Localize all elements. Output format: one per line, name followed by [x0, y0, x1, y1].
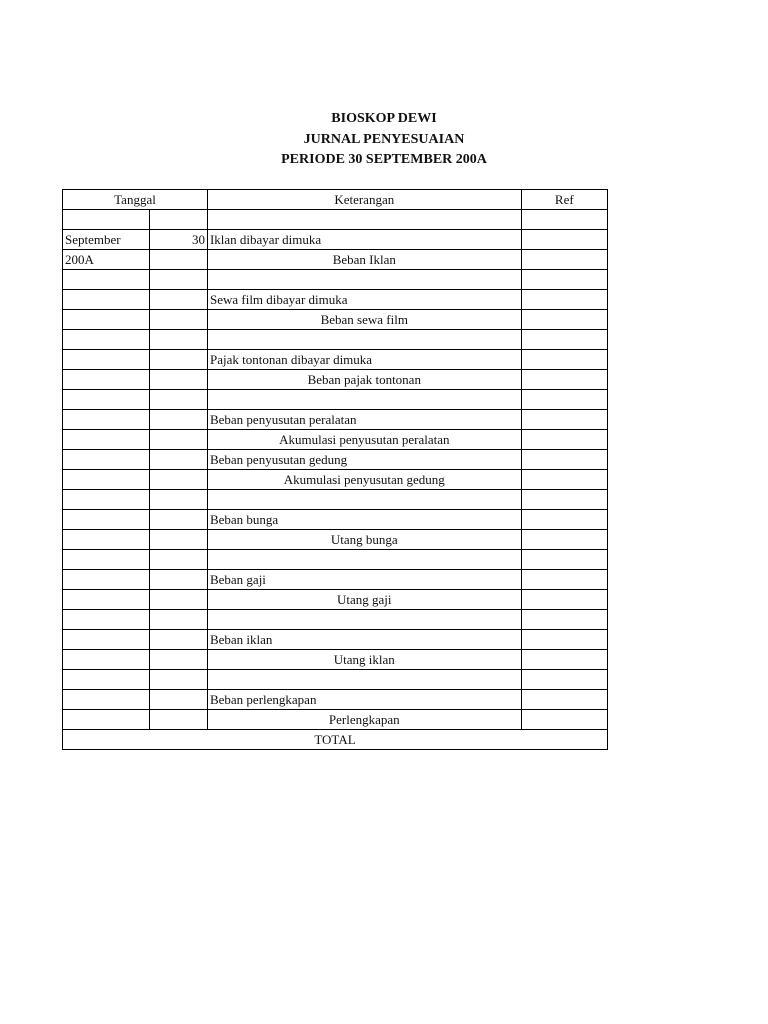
date-day-cell	[150, 390, 208, 410]
ref-cell	[521, 250, 607, 270]
date-month-cell	[63, 710, 150, 730]
header-tanggal: Tanggal	[63, 190, 208, 210]
date-day-cell	[150, 530, 208, 550]
ref-cell	[521, 570, 607, 590]
table-row	[63, 310, 608, 330]
date-month-cell: 200A	[63, 250, 150, 270]
date-month-cell	[63, 550, 150, 570]
date-day-cell	[150, 510, 208, 530]
table-row	[63, 250, 608, 270]
ref-cell	[521, 450, 607, 470]
table-row	[63, 350, 608, 370]
journal-rows	[63, 210, 608, 730]
date-day-cell	[150, 270, 208, 290]
date-month-cell	[63, 330, 150, 350]
description-cell: Akumulasi penyusutan peralatan	[207, 430, 521, 450]
table-row	[63, 290, 608, 310]
description-cell	[207, 270, 521, 290]
description-cell: Beban bunga	[207, 510, 521, 530]
date-day-cell	[150, 410, 208, 430]
date-month-cell	[63, 430, 150, 450]
date-month-cell	[63, 570, 150, 590]
date-month-cell	[63, 590, 150, 610]
description-cell: Beban gaji	[207, 570, 521, 590]
journal-table	[62, 189, 608, 750]
date-day-cell	[150, 570, 208, 590]
ref-cell	[521, 330, 607, 350]
date-month-cell	[63, 690, 150, 710]
header-row	[63, 190, 608, 210]
table-row	[63, 270, 608, 290]
table-row	[63, 370, 608, 390]
date-day-cell	[150, 710, 208, 730]
date-month-cell	[63, 670, 150, 690]
date-day-cell	[150, 250, 208, 270]
table-row	[63, 570, 608, 590]
date-month-cell	[63, 470, 150, 490]
ref-cell	[521, 490, 607, 510]
date-day-cell	[150, 610, 208, 630]
date-day-cell	[150, 690, 208, 710]
description-cell: Beban iklan	[207, 630, 521, 650]
ref-cell	[521, 630, 607, 650]
ref-cell	[521, 690, 607, 710]
description-cell: Beban penyusutan gedung	[207, 450, 521, 470]
table-row	[63, 670, 608, 690]
ref-cell	[521, 230, 607, 250]
table-row	[63, 530, 608, 550]
description-cell: Utang iklan	[207, 650, 521, 670]
date-month-cell	[63, 390, 150, 410]
date-day-cell	[150, 210, 208, 230]
date-month-cell	[63, 530, 150, 550]
description-cell: Pajak tontonan dibayar dimuka	[207, 350, 521, 370]
table-row	[63, 650, 608, 670]
table-row	[63, 590, 608, 610]
date-month-cell: September	[63, 230, 150, 250]
date-month-cell	[63, 510, 150, 530]
ref-cell	[521, 430, 607, 450]
ref-cell	[521, 290, 607, 310]
table-row	[63, 550, 608, 570]
date-month-cell	[63, 650, 150, 670]
table-row	[63, 390, 608, 410]
date-day-cell	[150, 370, 208, 390]
description-cell	[207, 670, 521, 690]
date-month-cell	[63, 290, 150, 310]
date-month-cell	[63, 410, 150, 430]
date-month-cell	[63, 270, 150, 290]
ref-cell	[521, 270, 607, 290]
ref-cell	[521, 610, 607, 630]
date-month-cell	[63, 210, 150, 230]
table-row	[63, 510, 608, 530]
date-month-cell	[63, 490, 150, 510]
table-row	[63, 710, 608, 730]
table-row	[63, 230, 608, 250]
description-cell: Utang bunga	[207, 530, 521, 550]
document-subtitle: JURNAL PENYESUAIAN	[303, 132, 465, 147]
table-row	[63, 690, 608, 710]
date-day-cell	[150, 290, 208, 310]
date-month-cell	[63, 350, 150, 370]
table-row	[63, 610, 608, 630]
ref-cell	[521, 590, 607, 610]
table-row	[63, 470, 608, 490]
description-cell: Iklan dibayar dimuka	[207, 230, 521, 250]
total-row	[63, 730, 608, 750]
document-period: PERIODE 30 SEPTEMBER 200A	[281, 152, 487, 167]
total-label: TOTAL	[63, 730, 608, 750]
date-month-cell	[63, 610, 150, 630]
ref-cell	[521, 530, 607, 550]
description-cell	[207, 390, 521, 410]
description-cell	[207, 490, 521, 510]
description-cell	[207, 610, 521, 630]
date-day-cell	[150, 330, 208, 350]
ref-cell	[521, 470, 607, 490]
date-day-cell	[150, 490, 208, 510]
date-day-cell	[150, 350, 208, 370]
description-cell: Beban penyusutan peralatan	[207, 410, 521, 430]
table-row	[63, 430, 608, 450]
description-cell: Perlengkapan	[207, 710, 521, 730]
date-month-cell	[63, 310, 150, 330]
description-cell: Akumulasi penyusutan gedung	[207, 470, 521, 490]
date-month-cell	[63, 370, 150, 390]
date-month-cell	[63, 450, 150, 470]
description-cell	[207, 210, 521, 230]
table-row	[63, 210, 608, 230]
date-day-cell	[150, 630, 208, 650]
description-cell: Beban pajak tontonan	[207, 370, 521, 390]
table-row	[63, 630, 608, 650]
date-day-cell	[150, 470, 208, 490]
description-cell: Beban Iklan	[207, 250, 521, 270]
ref-cell	[521, 350, 607, 370]
description-cell	[207, 550, 521, 570]
description-cell: Sewa film dibayar dimuka	[207, 290, 521, 310]
date-day-cell	[150, 310, 208, 330]
description-cell: Beban sewa film	[207, 310, 521, 330]
ref-cell	[521, 390, 607, 410]
ref-cell	[521, 650, 607, 670]
ref-cell	[521, 410, 607, 430]
ref-cell	[521, 710, 607, 730]
ref-cell	[521, 310, 607, 330]
date-day-cell	[150, 550, 208, 570]
table-row	[63, 490, 608, 510]
date-day-cell	[150, 650, 208, 670]
ref-cell	[521, 670, 607, 690]
date-day-cell	[150, 450, 208, 470]
ref-cell	[521, 210, 607, 230]
description-cell: Utang gaji	[207, 590, 521, 610]
date-day-cell	[150, 670, 208, 690]
document-title: BIOSKOP DEWI	[331, 111, 437, 126]
header-keterangan: Keterangan	[207, 190, 521, 210]
header-ref: Ref	[521, 190, 607, 210]
description-cell	[207, 330, 521, 350]
table-row	[63, 330, 608, 350]
date-day-cell: 30	[150, 230, 208, 250]
date-day-cell	[150, 430, 208, 450]
description-cell: Beban perlengkapan	[207, 690, 521, 710]
ref-cell	[521, 550, 607, 570]
ref-cell	[521, 370, 607, 390]
date-day-cell	[150, 590, 208, 610]
table-row	[63, 450, 608, 470]
date-month-cell	[63, 630, 150, 650]
table-row	[63, 410, 608, 430]
ref-cell	[521, 510, 607, 530]
